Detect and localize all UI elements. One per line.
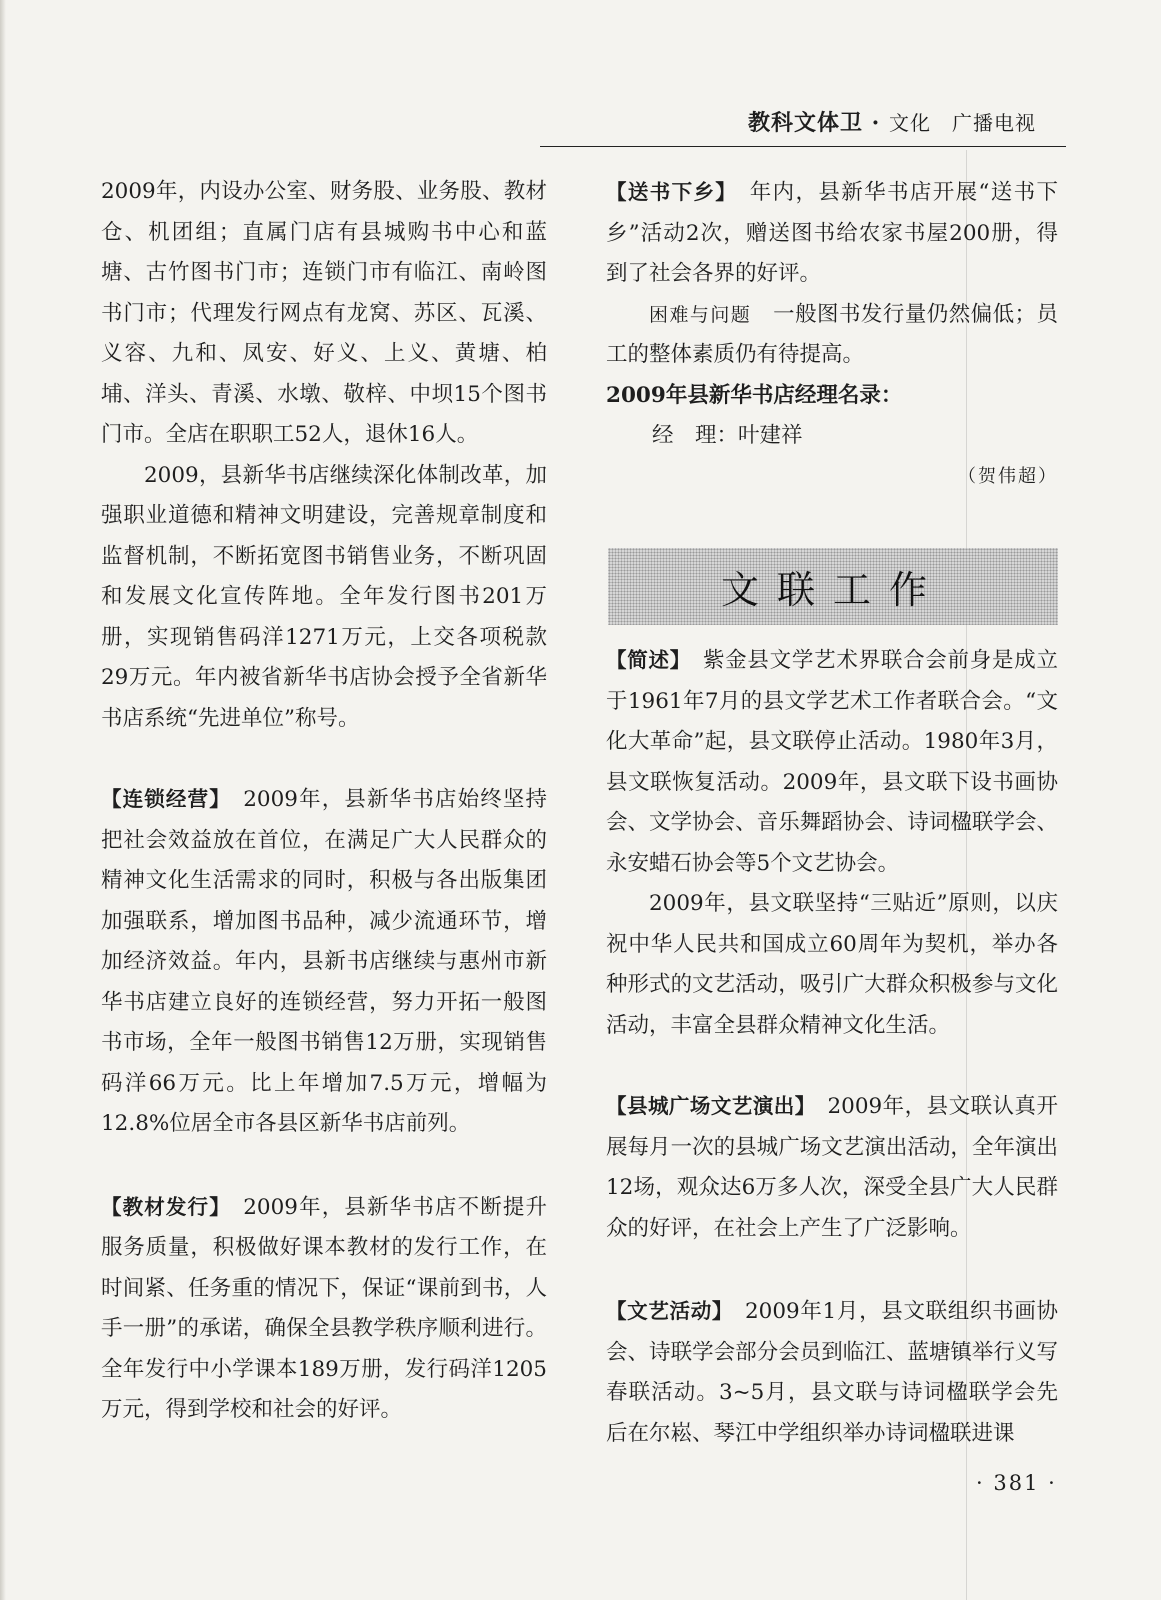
section-square-performance [606, 1086, 1058, 1249]
section-books-to-countryside [606, 172, 1058, 295]
page-edge-shadow [0, 0, 6, 1600]
spacer [606, 1249, 1058, 1291]
problem-label: 困难与问题 [649, 303, 752, 326]
spacer [606, 1046, 1058, 1086]
roster-title: 2009年县新华书店经理名录： [606, 382, 903, 408]
header-main: 教科文体卫 [748, 110, 864, 136]
section-text: 2009年，县新华书店不断提升服务质量，积极做好课本教材的发行工作，在时间紧、任务重的情况下，保证“课前到书，人手一册”的承诺，确保全县教学秩序顺利进行。全年发行中小学课本189万册，发行码洋1205万元，得到学校和社会的好评。 [101, 1194, 547, 1422]
paragraph-activities-summary: 2009年，县文联坚持“三贴近”原则，以庆祝中华人民共和国成立60周年为契机，举办各种形式的文艺活动，吸引广大群众积极参与文化活动，丰富全县群众精神文化生活。 [606, 891, 1058, 1038]
right-column [606, 172, 1058, 497]
header-sub: 文化 广播电视 [889, 111, 1036, 135]
section-tag: 【文艺活动】 [606, 1299, 723, 1323]
section-chain-operation [101, 779, 547, 1145]
header-dot: · [863, 110, 889, 136]
section-arts-activities [606, 1291, 1058, 1454]
spacer [101, 739, 547, 779]
header-rule [540, 146, 1066, 147]
paragraph-staffing: 2009年，内设办公室、财务股、业务股、教材仓、机团组；直属门店有县城购书中心和蓝塘、古竹图书门市；连锁门市有临江、南岭图书门市；代理发行网点有龙窝、苏区、瓦溪、义容、九和、凤安、好义、上义、黄塘、柏埔、洋头、青溪、水墩、敬梓、中坝15个图书门市。全店在职职工52人，退休16人。 [101, 179, 547, 447]
section-text: 2009年，县文联认真开展每月一次的县城广场文艺演出活动，全年演出12场，观众达6万多人次，深受全县广大人民群众的好评，在社会上产生了广泛影响。 [606, 1094, 1059, 1241]
left-column [101, 172, 547, 1431]
section-text: 2009年1月，县文联组织书画协会、诗联学会部分会员到临江、蓝塘镇举行义写春联活动。3~5月，县文联与诗词楹联学会先后在尔崧、琴江中学组织举办诗词楹联进课 [606, 1299, 1058, 1446]
section-tag: 【连锁经营】 [101, 787, 221, 811]
author-credit: （贺伟超） [958, 465, 1058, 487]
section-tag: 【简述】 [606, 648, 681, 672]
section-tag: 【教材发行】 [101, 1194, 221, 1219]
section-text: 2009年，县新华书店始终坚持把社会效益放在首位，在满足广大人民群众的精神文化生活需求的同时，积极与各出版集团加强联系，增加图书品种，减少流通环节，增加经济效益。年内，县新书店继续与惠州市新华书店建立良好的连锁经营，努力开拓一般图书市场，全年一般图书销售12万册，实现销售码洋66万元。比上年增加7.5万元，增幅为12.8%位居全市各县区新华书店前列。 [101, 787, 547, 1136]
spacer [101, 1145, 547, 1187]
right-column-lower [606, 640, 1058, 1454]
section-tag: 【县城广场文艺演出】 [606, 1094, 806, 1118]
running-header [748, 106, 1036, 137]
section-overview [606, 640, 1058, 884]
paragraph-reform: 2009，县新华书店继续深化体制改革，加强职业道德和精神文明建设，完善规章制度和监督机制，不断拓宽图书销售业务，不断巩固和发展文化宣传阵地。全年发行图书201万册，实现销售码洋1271万元，上交各项税款29万元。年内被省新华书店协会授予全省新华书店系统“先进单位”称号。 [101, 462, 547, 731]
section-banner-wenlian: 文联工作 [608, 548, 1058, 625]
problem-text: 一般图书发行量仍然偏低；员工的整体素质仍有待提高。 [606, 301, 1058, 367]
section-textbook-distribution [101, 1187, 547, 1431]
section-text: 紫金县文学艺术界联合会前身是成立于1961年7月的县文学艺术工作者联合会。“文化大革命”起，县文联停止活动。1980年3月，县文联恢复活动。2009年，县文联下设书画协会、文学协会、音乐舞蹈协会、诗词楹联学会、永安蜡石协会等5个文艺协会。 [606, 648, 1058, 876]
page-number: · 381 · [976, 1471, 1057, 1495]
section-text: 年内，县新华书店开展“送书下乡”活动2次，赠送图书给农家书屋200册，得到了社会各界的好评。 [606, 180, 1059, 286]
roster-line: 经 理：叶建祥 [652, 423, 803, 448]
section-tag: 【送书下乡】 [606, 180, 727, 204]
paragraph-problems [606, 295, 1058, 376]
